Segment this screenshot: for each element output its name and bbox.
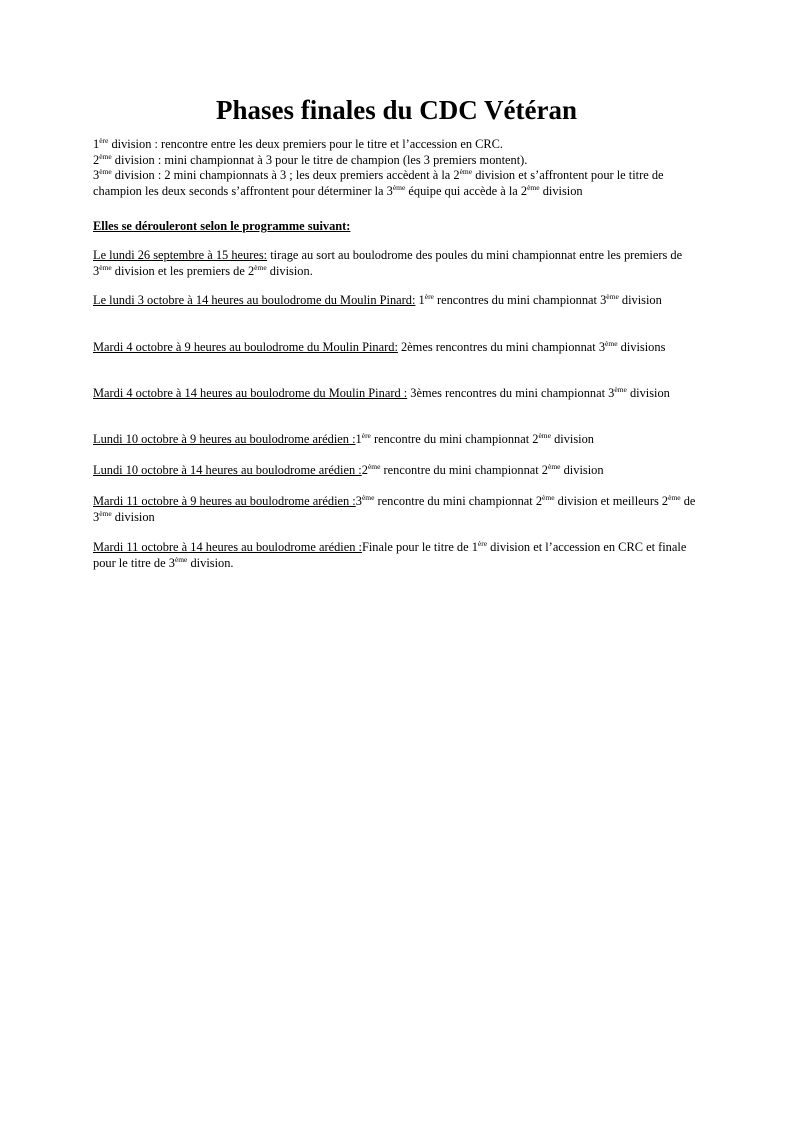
event-1: Le lundi 26 septembre à 15 heures: tirage au sort au boulodrome des poules du mini championnat entre les premiers de 3ème division et les premiers de 2ème division. [93, 248, 683, 278]
event-7: Mardi 11 octobre à 9 heures au boulodrome arédien :3ème rencontre du mini championnat 2ème division et meilleurs 2ème de 3ème division [93, 493, 696, 524]
event-5: Lundi 10 octobre à 9 heures au boulodrome arédien :1ère rencontre du mini championnat 2ème division [93, 431, 594, 446]
event-3: Mardi 4 octobre à 9 heures au boulodrome du Moulin Pinard: 2èmes rencontres du mini championnat 3ème divisions [93, 339, 666, 354]
event-2: Le lundi 3 octobre à 14 heures au boulodrome du Moulin Pinard: 1ère rencontres du mini championnat 3ème division [93, 292, 662, 307]
division-2-line: 2ème division : mini championnat à 3 pour le titre de champion (les 3 premiers montent). [93, 151, 528, 167]
division-1-line: 1ère division : rencontre entre les deux premiers pour le titre et l’accession en CRC. [93, 136, 504, 151]
page-title: Phases finales du CDC Vétéran [215, 95, 577, 125]
event-4: Mardi 4 octobre à 14 heures au boulodrome du Moulin Pinard : 3èmes rencontres du mini championnat 3ème division [93, 385, 670, 400]
event-6: Lundi 10 octobre à 14 heures au boulodrome arédien :2ème rencontre du mini championnat 2ème division [93, 462, 604, 477]
event-8: Mardi 11 octobre à 14 heures au boulodrome arédien :Finale pour le titre de 1ère division et l’accession en CRC et finale pour le titre de 3ème division. [93, 539, 687, 570]
divisions-intro [93, 137, 713, 199]
division-3-line: 3ème division : 2 mini championnats à 3 ; les deux premiers accèdent à la 2ème division et s’affrontent pour le titre de champion les deux seconds s’affrontent pour déterminer la 3ème équipe qui accède à la 2ème division [93, 167, 664, 198]
program-heading: Elles se dérouleront selon le programme suivant: [93, 219, 351, 233]
